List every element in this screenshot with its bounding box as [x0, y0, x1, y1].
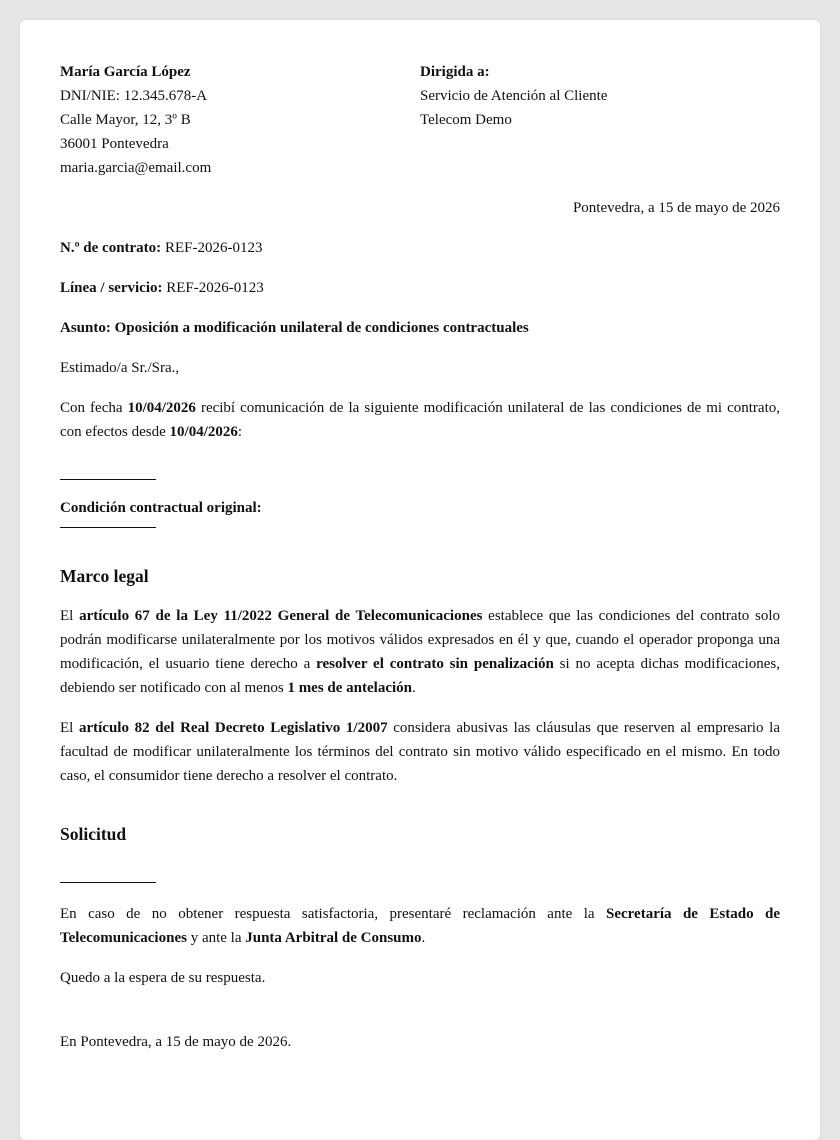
sender-email: maria.garcia@email.com — [60, 160, 212, 176]
sender-block — [60, 60, 420, 180]
contract-label: N.º de contrato: — [60, 240, 162, 256]
intro-text-3: : — [237, 424, 243, 440]
sender-city: 36001 Pontevedra — [60, 136, 169, 152]
await-response: Quedo a la espera de su respuesta. — [60, 970, 266, 986]
recipient-line2: Telecom Demo — [420, 112, 512, 128]
legal-p1-text-2: establece que las condiciones del contrato solo podrán modificarse unilateralmente por los motivos válidos expresados en él y que, cuando el operador proponga una modificación, el usuario tiene derecho a — [60, 608, 780, 672]
legal-p2-text-2: considera abusivas las cláusulas que reserven al empresario la facultad de modificar unilateralmente los términos del contrato sin motivo válido especificado en el mismo. En todo caso, el consumidor tiene derecho a resolver el contrato. — [60, 720, 780, 784]
request-heading: Solicitud — [60, 824, 127, 844]
closing-text-2: y ante la — [186, 930, 246, 946]
intro-date-2: 10/04/2026 — [169, 424, 238, 440]
contract-number — [60, 236, 780, 260]
recipient-block — [420, 60, 780, 180]
subject-line: Asunto: Oposición a modificación unilateral de condiciones contractuales — [60, 320, 529, 336]
separator-rule — [60, 882, 156, 883]
line-service — [60, 276, 780, 300]
letter-page — [20, 20, 820, 1140]
sender-name: María García López — [60, 64, 191, 80]
contract-value: REF-2026-0123 — [164, 240, 263, 256]
recipient-line1: Servicio de Atención al Cliente — [420, 88, 608, 104]
legal-p1-bold-3: 1 mes de antelación — [287, 680, 413, 696]
separator-rule — [60, 527, 156, 528]
legal-p1-text-3: si no acepta dichas modificaciones, debiendo ser notificado con al menos — [60, 656, 781, 696]
intro-date-1: 10/04/2026 — [127, 400, 196, 416]
letter-date: Pontevedra, a 15 de mayo de 2026 — [572, 200, 780, 216]
signature-date: En Pontevedra, a 15 de mayo de 2026. — [60, 1034, 292, 1050]
legal-p1-text-4: . — [412, 680, 416, 696]
legal-paragraph-1 — [60, 604, 780, 700]
legal-p1-bold-1: artículo 67 de la Ley 11/2022 General de Telecomunicaciones — [79, 608, 483, 624]
legal-p1-text-1: El — [60, 608, 80, 624]
closing-bold-2: Junta Arbitral de Consumo — [245, 930, 422, 946]
legal-p2-text-1: El — [60, 720, 79, 736]
legal-heading: Marco legal — [60, 566, 149, 586]
greeting: Estimado/a Sr./Sra., — [60, 360, 180, 376]
closing-bold-1: Secretaría de Estado de Telecomunicaciones — [60, 906, 781, 946]
separator-rule — [60, 479, 156, 480]
sender-id: DNI/NIE: 12.345.678-A — [60, 88, 208, 104]
intro-text-2: recibí comunicación de la siguiente modificación unilateral de las condiciones de mi contrato, con efectos desde — [60, 400, 780, 440]
intro-text-1: Con fecha — [60, 400, 128, 416]
recipient-heading: Dirigida a: — [420, 64, 490, 80]
legal-p1-bold-2: resolver el contrato sin penalización — [316, 656, 554, 672]
sender-address: Calle Mayor, 12, 3º B — [60, 112, 191, 128]
intro-paragraph — [60, 396, 780, 444]
legal-p2-bold-1: artículo 82 del Real Decreto Legislativo 1/2007 — [78, 720, 388, 736]
legal-paragraph-2 — [60, 716, 780, 788]
original-condition-label: Condición contractual original: — [60, 500, 262, 516]
line-service-label: Línea / servicio: — [60, 280, 163, 296]
closing-paragraph — [60, 902, 780, 950]
letter-header — [60, 60, 780, 180]
closing-text-3: . — [421, 930, 426, 946]
line-service-value: REF-2026-0123 — [166, 280, 264, 296]
closing-text-1: En caso de no obtener respuesta satisfactoria, presentaré reclamación ante la — [60, 906, 606, 922]
letter-content — [60, 60, 780, 1054]
